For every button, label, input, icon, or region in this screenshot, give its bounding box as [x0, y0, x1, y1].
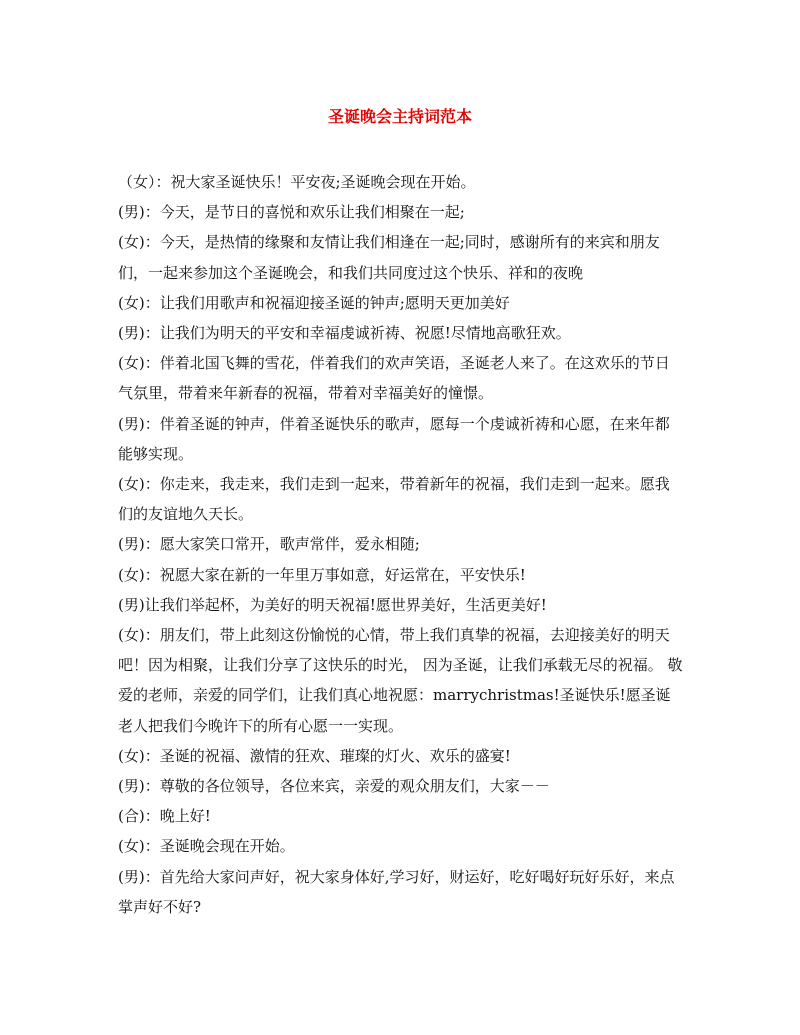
- paragraph: (女)：圣诞的祝福、激情的狂欢、璀璨的灯火、欢乐的盛宴!: [118, 746, 511, 765]
- paragraph: (女)：你走来，我走来，我们走到一起来，带着新年的祝福，我们走到一起来。愿我们的友谊地久天长。: [118, 475, 670, 524]
- paragraph: (男)：尊敬的各位领导，各位来宾，亲爱的观众朋友们，大家－－: [118, 777, 550, 796]
- paragraph: (男)：首先给大家问声好，祝大家身体好,学习好，财运好，吃好喝好玩好乐好，来点掌声好不好?: [118, 867, 675, 916]
- paragraph: （女）：祝大家圣诞快乐！平安夜;圣诞晚会现在开始。: [118, 173, 476, 191]
- paragraph: (女)：圣诞晚会现在开始。: [118, 837, 295, 856]
- paragraph: (女)：祝愿大家在新的一年里万事如意，好运常在，平安快乐!: [118, 565, 526, 584]
- paragraph: (男)：伴着圣诞的钟声，伴着圣诞快乐的歌声，愿每一个虔诚祈祷和心愿，在来年都能够实现。: [118, 414, 670, 463]
- paragraph: (女)：朋友们，带上此刻这份愉悦的心情，带上我们真挚的祝福，去迎接美好的明天吧！因为相聚，让我们分享了这快乐的时光， 因为圣诞，让我们承载无尽的祝福。 敬爱的老师，亲爱的同学们，让我们真心地祝愿：marrychristmas!圣诞快乐!愿圣诞老人把我们今晚许下的所有心愿一一实现。: [118, 626, 683, 735]
- paragraph: (男)：愿大家笑口常开，歌声常伴，爱永相随;: [118, 535, 420, 554]
- paragraph: (男)：今天，是节日的喜悦和欢乐让我们相聚在一起;: [118, 203, 465, 222]
- paragraph: (女)：让我们用歌声和祝福迎接圣诞的钟声;愿明天更加美好: [118, 293, 510, 312]
- paragraph: (女)：伴着北国飞舞的雪花，伴着我们的欢声笑语，圣诞老人来了。在这欢乐的节日气氛里，带着来年新春的祝福，带着对幸福美好的憧憬。: [118, 354, 670, 403]
- paragraph: (合)：晚上好!: [118, 807, 211, 826]
- document-body: [118, 167, 683, 922]
- document-title: 圣诞晚会主持词范本: [327, 107, 472, 126]
- paragraph: (男)让我们举起杯，为美好的明天祝福!愿世界美好，生活更美好!: [118, 595, 547, 614]
- paragraph: (女)：今天，是热情的缘聚和友情让我们相逢在一起;同时，感谢所有的来宾和朋友们，一起来参加这个圣诞晚会，和我们共同度过这个快乐、祥和的夜晚: [118, 233, 660, 282]
- paragraph: (男)：让我们为明天的平安和幸福虔诚祈祷、祝愿!尽情地高歌狂欢。: [118, 324, 571, 343]
